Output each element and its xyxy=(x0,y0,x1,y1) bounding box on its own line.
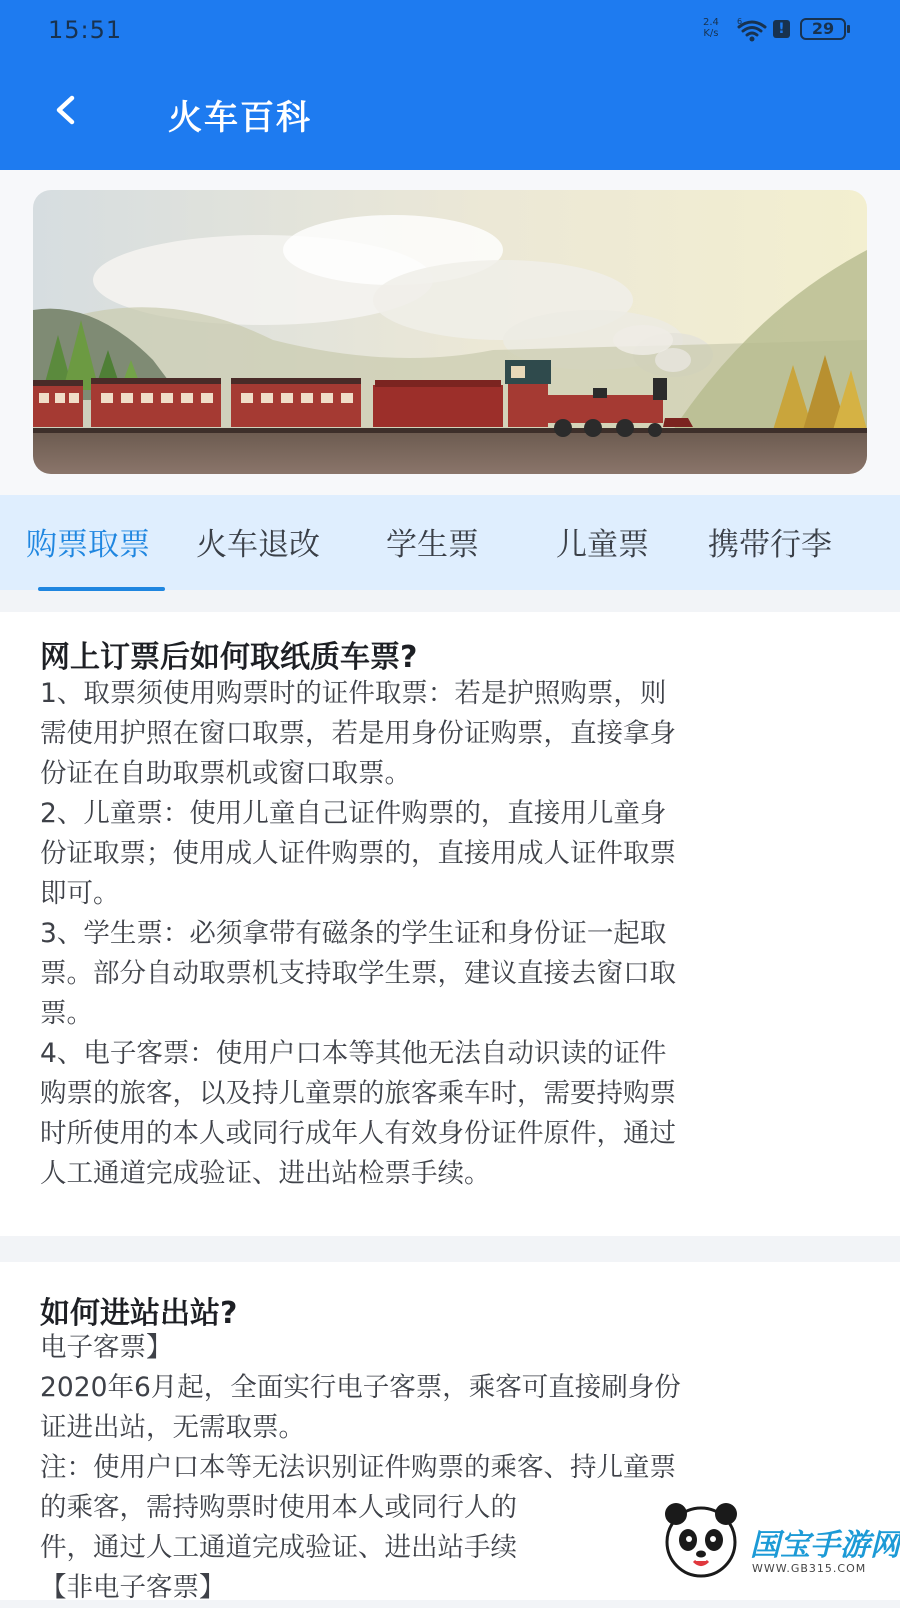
article-line: 的乘客，需持购票时使用本人或同行人的 xyxy=(40,1492,517,1523)
status-time: 15:51 xyxy=(48,16,123,44)
article-line: 时所使用的本人或同行成年人有效身份证件原件，通过 xyxy=(40,1118,676,1149)
battery-icon xyxy=(800,18,846,40)
watermark-brand: 国宝手游网 xyxy=(750,1528,900,1563)
article-line: 注：使用户口本等无法识别证件购票的乘客、持儿童票 xyxy=(40,1452,676,1483)
panda-icon xyxy=(660,1498,742,1580)
article-line: 3、学生票：必须拿带有磁条的学生证和身份证一起取 xyxy=(40,918,667,949)
article-line: 票。 xyxy=(40,998,93,1029)
article-body xyxy=(40,674,870,1194)
tab-ticket-purchase[interactable]: 购票取票 xyxy=(26,527,150,563)
status-bar xyxy=(0,0,900,60)
article-card xyxy=(0,612,900,1236)
page-title: 火车百科 xyxy=(168,98,312,138)
wifi-icon xyxy=(736,17,768,47)
notification-alert-icon: ! xyxy=(773,20,790,38)
article-line: 需使用护照在窗口取票，若是用身份证购票，直接拿身 xyxy=(40,718,676,749)
article-title: 网上订票后如何取纸质车票? xyxy=(40,640,418,675)
tab-child-ticket[interactable]: 儿童票 xyxy=(556,527,649,563)
network-speed xyxy=(703,17,719,39)
banner-image[interactable] xyxy=(33,190,867,474)
banner-section xyxy=(0,170,900,495)
article-line: 票。部分自动取票机支持取学生票，建议直接去窗口取 xyxy=(40,958,676,989)
tab-student-ticket[interactable]: 学生票 xyxy=(386,527,479,563)
tab-indicator xyxy=(38,587,165,591)
article-title: 如何进站出站? xyxy=(40,1296,238,1331)
article-line: 件，通过人工通道完成验证、进出站手续 xyxy=(40,1532,517,1563)
article-line: 2、儿童票：使用儿童自己证件购票的，直接用儿童身 xyxy=(40,798,667,829)
article-line: 即可。 xyxy=(40,878,120,909)
watermark-logo xyxy=(648,1480,900,1600)
article-line: 份证取票；使用成人证件购票的，直接用成人证件取票 xyxy=(40,838,676,869)
network-speed-value: 2.4 xyxy=(703,17,719,28)
article-line: 人工通道完成验证、进出站检票手续。 xyxy=(40,1158,491,1189)
tab-luggage[interactable]: 携带行李 xyxy=(708,527,832,563)
article-line: 1、取票须使用购票时的证件取票：若是护照购票，则 xyxy=(40,678,667,709)
article-line: 份证在自助取票机或窗口取票。 xyxy=(40,758,411,789)
article-line: 电子客票】 xyxy=(40,1332,173,1363)
battery-level: 29 xyxy=(811,19,835,38)
article-line: 证进出站，无需取票。 xyxy=(40,1412,305,1443)
article-line: 2020年6月起，全面实行电子客票，乘客可直接刷身份 xyxy=(40,1372,681,1403)
watermark-url: WWW.GB315.COM xyxy=(752,1562,867,1575)
tab-refund-change[interactable]: 火车退改 xyxy=(196,527,320,563)
wifi-label: 6 xyxy=(737,17,743,26)
article-line: 【非电子客票】 xyxy=(40,1572,226,1603)
chevron-left-icon[interactable] xyxy=(46,90,86,130)
category-tabs xyxy=(0,495,900,590)
network-speed-unit: K/s xyxy=(703,28,719,39)
article-line: 购票的旅客，以及持儿童票的旅客乘车时，需要持购票 xyxy=(40,1078,676,1109)
app-bar xyxy=(0,60,900,170)
article-line: 4、电子客票：使用户口本等其他无法自动识读的证件 xyxy=(40,1038,667,1069)
